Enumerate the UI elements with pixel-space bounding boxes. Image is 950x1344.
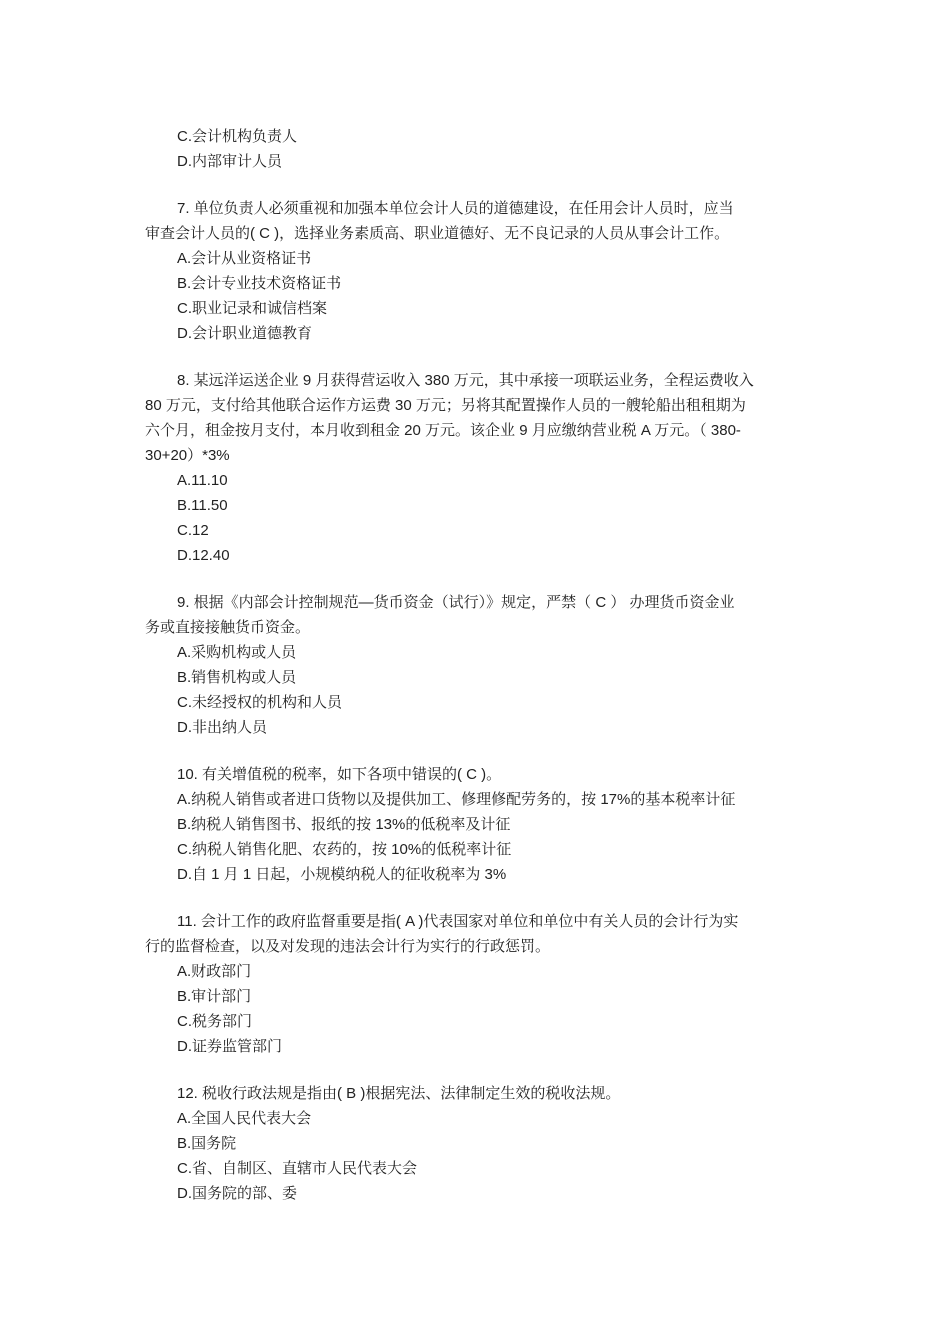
option-line: A.财政部门 — [177, 963, 252, 980]
option-line: D.会计职业道德教育 — [177, 325, 313, 342]
option-line: D.自 1 月 1 日起，小规模纳税人的征收税率为 3% — [177, 866, 507, 883]
option-line: D.证券监管部门 — [177, 1038, 283, 1055]
document-body — [145, 124, 810, 1206]
option-line: A.会计从业资格证书 — [177, 250, 312, 267]
question-text: 12. 税收行政法规是指由( B )根据宪法、法律制定生效的税收法规。 — [177, 1085, 621, 1102]
question-text: 六个月，租金按月支付，本月收到租金 20 万元。该企业 9 月应缴纳营业税 A 万元。（ 380- — [145, 422, 741, 439]
question-text: 行的监督检查，以及对发现的违法会计行为实行的行政惩罚。 — [145, 938, 551, 955]
option-line: C.省、自制区、直辖市人民代表大会 — [177, 1160, 418, 1177]
question-text: 30+20）*3% — [145, 447, 230, 464]
question-text: 10. 有关增值税的税率，如下各项中错误的( C )。 — [177, 766, 502, 783]
option-line: B.纳税人销售图书、报纸的按 13%的低税率及计征 — [177, 816, 511, 833]
question-text: 审查会计人员的( C )，选择业务素质高、职业道德好、无不良记录的人员从事会计工作。 — [145, 225, 730, 242]
option-line: D.12.40 — [177, 547, 230, 564]
option-line: B.11.50 — [177, 497, 228, 514]
option-line: C.职业记录和诚信档案 — [177, 300, 328, 317]
question-block — [145, 1081, 810, 1206]
option-line: D.内部审计人员 — [177, 153, 283, 170]
option-line: C.税务部门 — [177, 1013, 253, 1030]
option-line: D.非出纳人员 — [177, 719, 268, 736]
question-text: 7. 单位负责人必须重视和加强本单位会计人员的道德建设，在任用会计人员时，应当 — [177, 200, 734, 217]
question-text: 8. 某远洋运送企业 9 月获得营运收入 380 万元，其中承接一项联运业务，全程运费收入 — [177, 372, 754, 389]
question-block — [145, 590, 810, 740]
question-block — [145, 762, 810, 887]
option-line: A.全国人民代表大会 — [177, 1110, 312, 1127]
option-line: C.12 — [177, 522, 209, 539]
question-text: 9. 根据《内部会计控制规范—货币资金（试行）》规定，严禁（ C ） 办理货币资金业 — [177, 594, 735, 611]
question-block — [145, 196, 810, 346]
option-line: B.会计专业技术资格证书 — [177, 275, 342, 292]
option-line: C.会计机构负责人 — [177, 128, 298, 145]
option-line: B.国务院 — [177, 1135, 237, 1152]
option-line: A.11.10 — [177, 472, 228, 489]
question-text: 务或直接接触货币资金。 — [145, 619, 311, 636]
option-line: B.销售机构或人员 — [177, 669, 297, 686]
question-block — [145, 368, 810, 568]
option-line: B.审计部门 — [177, 988, 252, 1005]
option-line: A.纳税人销售或者进口货物以及提供加工、修理修配劳务的，按 17%的基本税率计征 — [177, 791, 736, 808]
option-line: C.纳税人销售化肥、农药的，按 10%的低税率计征 — [177, 841, 512, 858]
question-block — [145, 909, 810, 1059]
question-text: 80 万元，支付给其他联合运作方运费 30 万元；另将其配置操作人员的一艘轮船出租租期为 — [145, 397, 746, 414]
option-line: A.采购机构或人员 — [177, 644, 297, 661]
question-text: 11. 会计工作的政府监督重要是指( A )代表国家对单位和单位中有关人员的会计行为实 — [177, 913, 739, 930]
option-line: D.国务院的部、委 — [177, 1185, 298, 1202]
option-line: C.未经授权的机构和人员 — [177, 694, 343, 711]
